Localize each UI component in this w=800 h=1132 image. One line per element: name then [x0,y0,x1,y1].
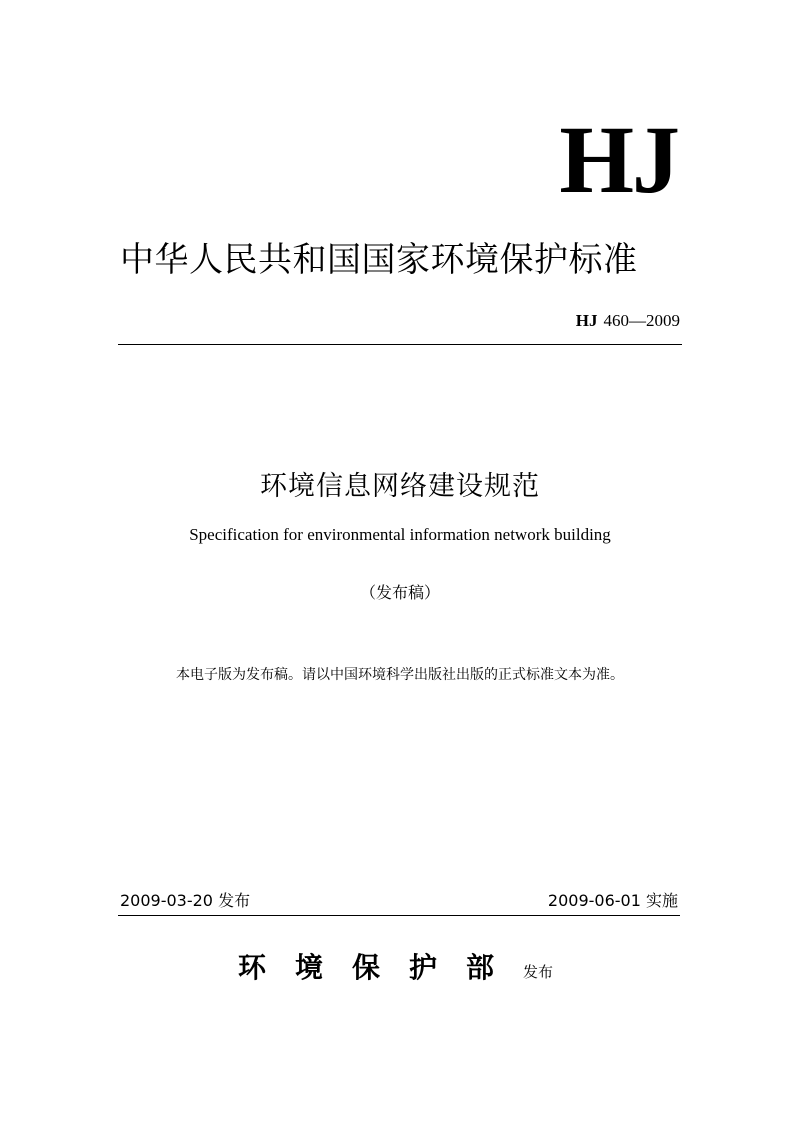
issuing-authority [238,946,553,986]
draft-note: （发布稿） [359,583,440,602]
document-title-english: Specification for environmental information network building [189,525,611,544]
top-divider [118,344,682,345]
bottom-divider [118,915,680,916]
national-standard-heading: 中华人民共和国国家环境保护标准 [120,240,638,280]
issue-date: 2009-03-20 发布 [120,891,251,910]
publication-notice: 本电子版为发布稿。请以中国环境科学出版社出版的正式标准文本为准。 [176,667,624,683]
effective-date: 2009-06-01 实施 [547,891,678,910]
standard-number [576,311,680,331]
issuer-name: 环境保护部 [238,951,524,984]
standard-logo: HJ [559,106,678,213]
standard-prefix: HJ [575,311,598,330]
document-title-chinese: 环境信息网络建设规范 [260,471,540,502]
standard-number-value: 460—2009 [603,311,680,330]
issuer-suffix: 发布 [523,963,554,981]
